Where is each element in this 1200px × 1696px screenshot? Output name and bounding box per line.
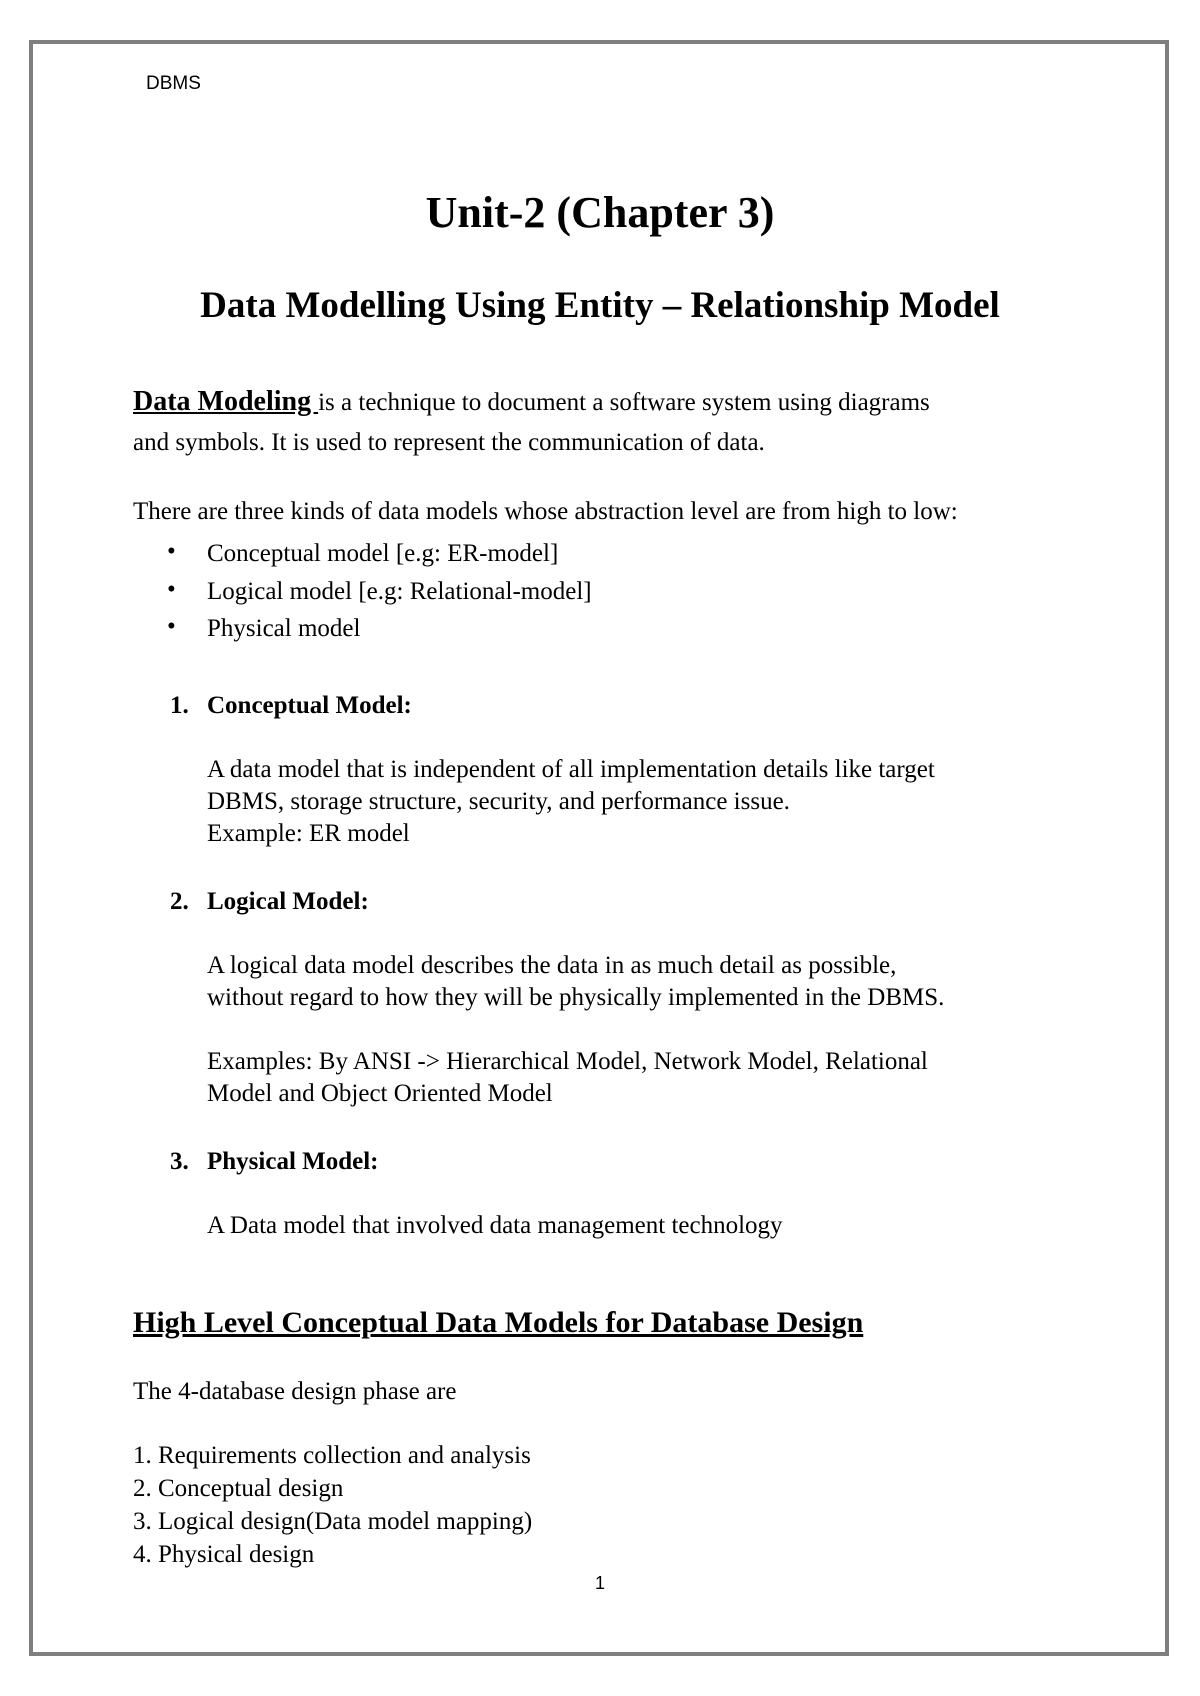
section-text: A data model that is independent of all implementation details like target [207, 756, 935, 783]
intro-line-1 [133, 386, 930, 419]
page-title: Unit-2 (Chapter 3) [425, 188, 775, 237]
design-heading: High Level Conceptual Data Models for Database Design [133, 1306, 864, 1339]
design-intro: The 4-database design phase are [133, 1378, 457, 1405]
intro-text-1: is a technique to document a software system using diagrams [318, 389, 930, 416]
section-text: DBMS, storage structure, security, and performance issue. [207, 788, 790, 815]
section-heading-physical: Physical Model: [207, 1148, 379, 1175]
page-number: 1 [594, 1573, 605, 1593]
data-modeling-term: Data Modeling [133, 386, 319, 417]
bullet-item: Logical model [e.g: Relational-model] [207, 578, 592, 605]
bullet-item: Conceptual model [e.g: ER-model] [207, 540, 559, 567]
phase-item: 2. Conceptual design [133, 1475, 344, 1502]
section-number: 1. [170, 692, 189, 719]
running-header: DBMS [146, 73, 201, 94]
section-text: Example: ER model [207, 820, 410, 847]
section-heading-conceptual: Conceptual Model: [207, 692, 412, 719]
bullet-item: Physical model [207, 615, 361, 642]
section-text: Model and Object Oriented Model [207, 1080, 553, 1107]
bullet-marker: • [167, 613, 176, 640]
section-text: without regard to how they will be physically implemented in the DBMS. [207, 984, 945, 1011]
page-subtitle: Data Modelling Using Entity – Relationship Model [200, 285, 1000, 326]
bullet-marker: • [167, 538, 176, 565]
section-number: 3. [170, 1148, 189, 1175]
section-heading-logical: Logical Model: [207, 888, 369, 915]
section-text: A logical data model describes the data in as much detail as possible, [207, 952, 897, 979]
bullet-marker: • [167, 576, 176, 603]
phase-item: 1. Requirements collection and analysis [133, 1442, 531, 1469]
phase-item: 3. Logical design(Data model mapping) [133, 1508, 533, 1535]
section-number: 2. [170, 888, 189, 915]
page-border [29, 40, 1169, 1656]
kinds-intro: There are three kinds of data models whose abstraction level are from high to low: [133, 498, 958, 525]
intro-line-2: and symbols. It is used to represent the communication of data. [133, 429, 765, 456]
section-text: A Data model that involved data management technology [207, 1212, 783, 1239]
section-text: Examples: By ANSI -> Hierarchical Model, Network Model, Relational [207, 1048, 928, 1075]
phase-item: 4. Physical design [133, 1541, 315, 1568]
